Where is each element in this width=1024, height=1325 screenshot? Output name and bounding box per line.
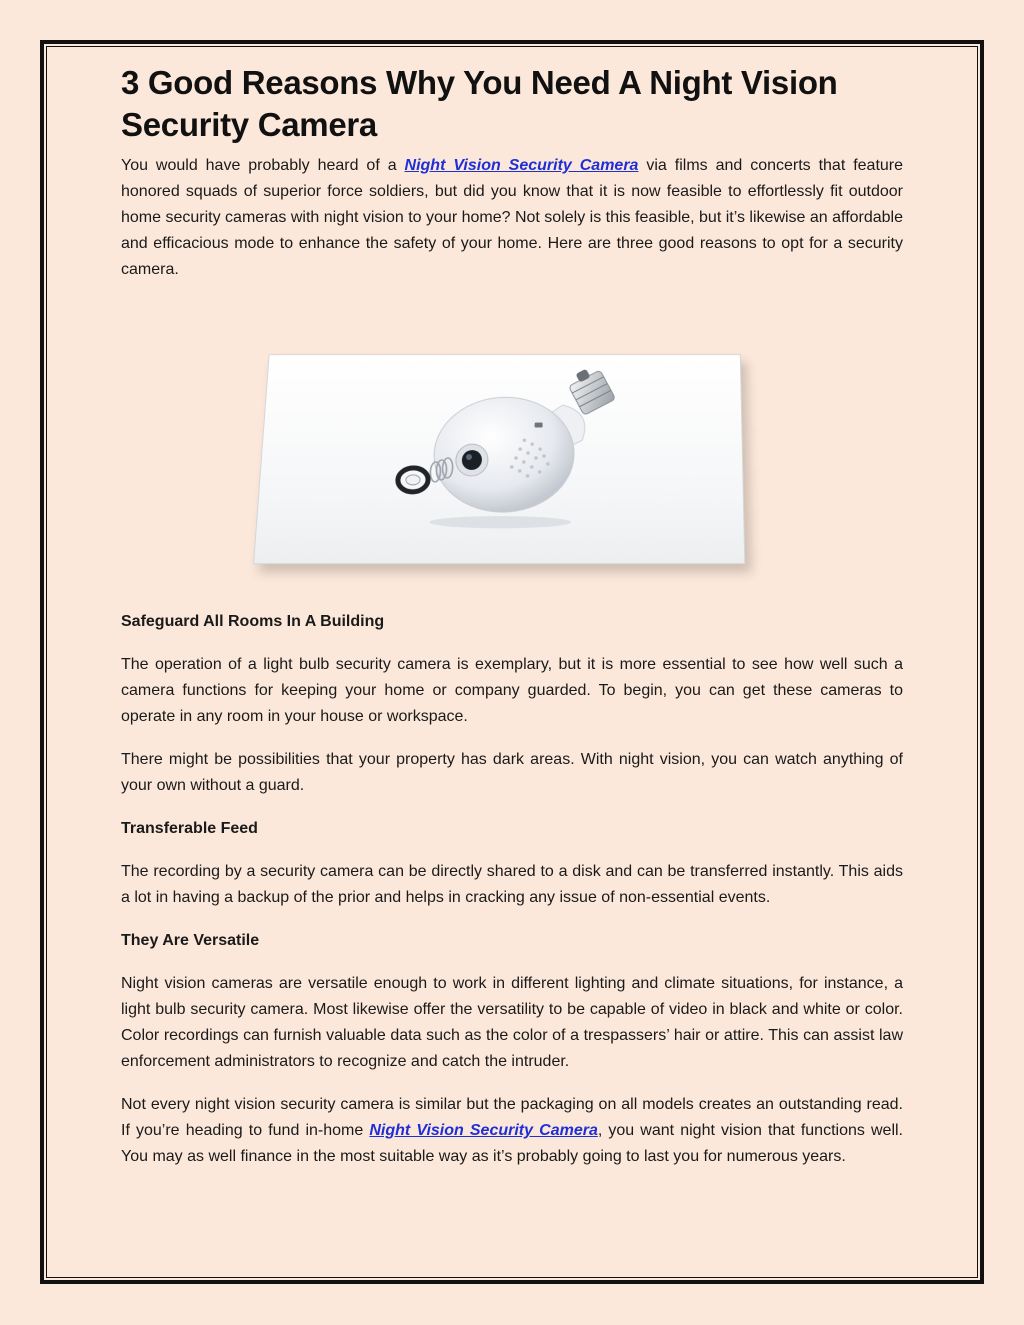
night-vision-camera-link[interactable]: Night Vision Security Camera: [369, 1122, 598, 1139]
paragraph: The operation of a light bulb security camera is exemplary, but it is more essential to see how well such a camera functions for keeping your home or company guarded. To begin, you can get these cameras to operate in any room in your house or workspace.: [121, 656, 903, 725]
paragraph: The recording by a security camera can be directly shared to a disk and can be transferred instantly. This aids a lot in having a backup of the prior and helps in cracking any issue of non-essential events.: [121, 863, 903, 906]
page-title: 3 Good Reasons Why You Need A Night Vision Security Camera: [121, 64, 838, 143]
intro-text-end: via films and concerts that feature honored squads of superior force soldiers, but did you know that it is now feasible to effortlessly fit outdoor home security cameras with night vision to your home? Not solely is this feasible, but it’s likewise an affordable and efficacious mode to enhance the safety of your home. Here are three good reasons to opt for a security camera.: [121, 157, 904, 278]
closing-text-start: Not every night vision security camera is similar but the packaging on all models creates an outstanding read. If you’re heading to fund in-home: [121, 1096, 903, 1139]
intro-text-start: You would have probably heard of a: [121, 157, 405, 174]
paragraph: There might be possibilities that your property has dark areas. With night vision, you can watch anything of your own without a guard.: [121, 751, 903, 794]
document-body: [121, 62, 903, 1170]
night-vision-camera-link[interactable]: Night Vision Security Camera: [404, 157, 639, 174]
intro-paragraph: [121, 153, 903, 283]
product-photo: [253, 354, 745, 564]
closing-paragraph: [121, 1092, 903, 1170]
bulb-camera-icon: [254, 355, 744, 563]
paragraph: Night vision cameras are versatile enough to work in different lighting and climate situations, for instance, a light bulb security camera. Most likewise offer the versatility to be capable of video in black and white or color. Color recordings can furnish valuable data such as the color of a trespassers’ hair or attire. This can assist law enforcement administrators to recognize and catch the intruder.: [121, 975, 903, 1070]
closing-text-end: , you want night vision that functions well. You may as well finance in the most suitable way as it’s probably going to last you for numerous years.: [121, 1122, 903, 1165]
product-figure: [121, 339, 903, 599]
section-heading-versatile: They Are Versatile: [121, 932, 260, 949]
section-heading-safeguard: Safeguard All Rooms In A Building: [121, 613, 385, 630]
section-heading-transferable: Transferable Feed: [121, 820, 258, 837]
